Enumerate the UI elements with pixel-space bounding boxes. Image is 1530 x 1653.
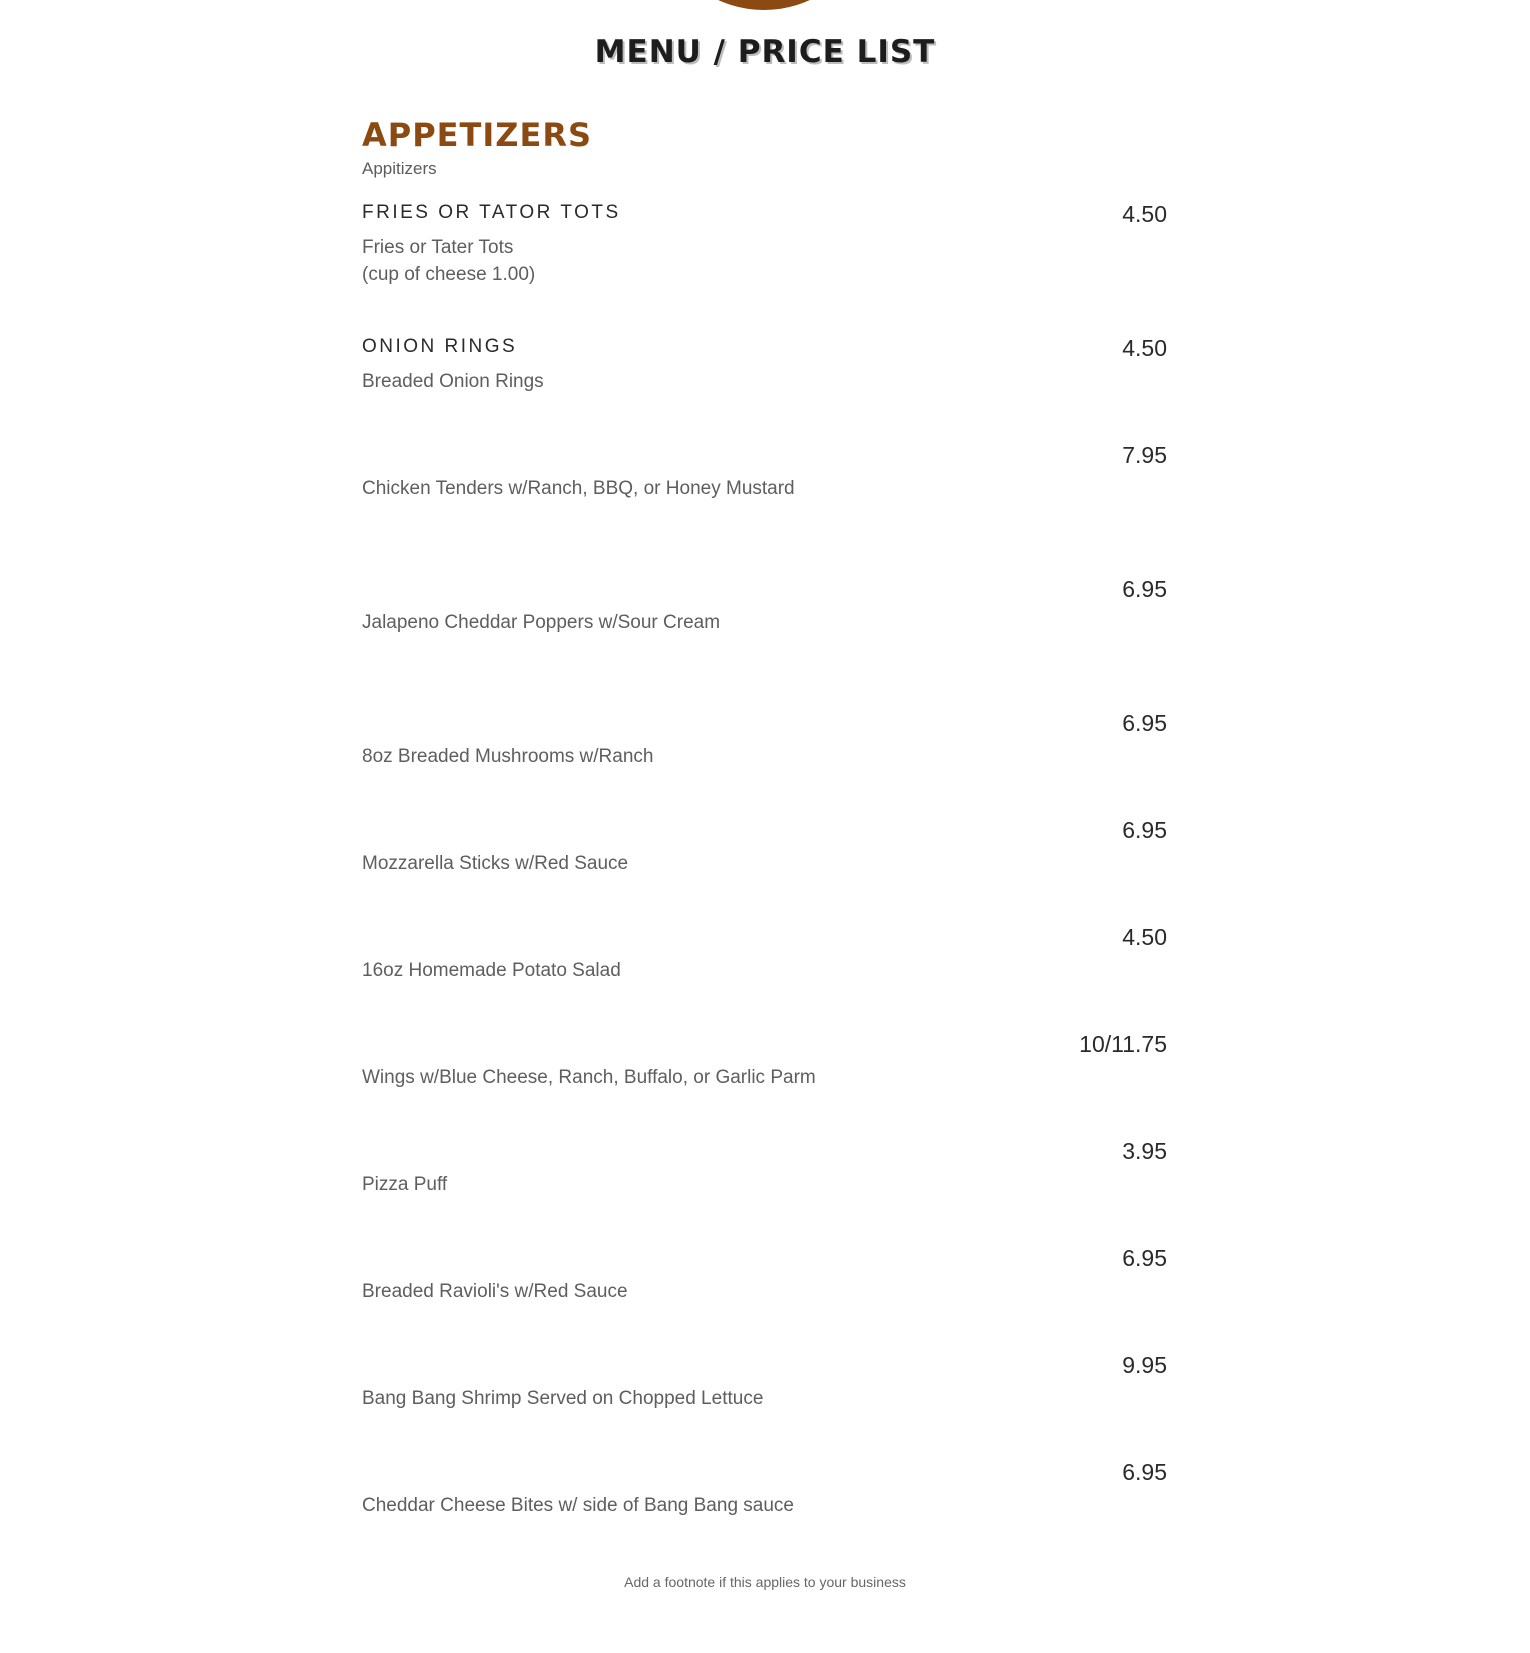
- logo: [678, 0, 850, 10]
- menu-item-price: 4.50: [1122, 201, 1167, 227]
- menu-item-price: 6.95: [1122, 817, 1167, 843]
- menu-item-price: 4.50: [1122, 924, 1167, 950]
- menu-item-description: 8oz Breaded Mushrooms w/Ranch: [362, 746, 654, 767]
- menu-item: [362, 335, 1167, 395]
- menu-item: [362, 1245, 1167, 1305]
- menu-item: [362, 201, 1167, 288]
- menu-item-name: ONION RINGS: [362, 336, 518, 357]
- menu-item-description: Cheddar Cheese Bites w/ side of Bang Bang sauce: [362, 1495, 794, 1516]
- menu-item-description: Bang Bang Shrimp Served on Chopped Lettuce: [362, 1388, 764, 1409]
- menu-item-description: Breaded Onion Rings: [362, 371, 544, 392]
- menu-item-price: 6.95: [1122, 1245, 1167, 1271]
- menu-item: [362, 817, 1167, 877]
- section-subtitle: Appitizers: [362, 159, 437, 178]
- menu-item-name: [362, 1031, 1167, 1055]
- menu-item-name: [362, 1245, 1167, 1269]
- menu-item-price: 10/11.75: [1079, 1031, 1167, 1057]
- menu-item-price: 6.95: [1122, 710, 1167, 736]
- menu-item-description: Breaded Ravioli's w/Red Sauce: [362, 1281, 628, 1302]
- menu-item-name: [362, 817, 1167, 841]
- menu-item-name: [362, 1352, 1167, 1376]
- menu-item-name: [362, 442, 1167, 466]
- page-title: MENU / PRICE LIST: [594, 34, 936, 70]
- menu-item: [362, 442, 1167, 502]
- menu-item-price: 4.50: [1122, 335, 1167, 361]
- footnote: Add a footnote if this applies to your business: [624, 1574, 906, 1590]
- menu-item-description: Mozzarella Sticks w/Red Sauce: [362, 853, 629, 874]
- menu-item: [362, 576, 1167, 636]
- menu-item-name: [362, 710, 1167, 734]
- menu-item: [362, 1352, 1167, 1412]
- menu-item-name: [362, 924, 1167, 948]
- menu-item-description: 16oz Homemade Potato Salad: [362, 960, 621, 981]
- section-title: APPETIZERS: [362, 116, 593, 154]
- menu-item-description: Jalapeno Cheddar Poppers w/Sour Cream: [362, 612, 721, 633]
- menu-item-name: [362, 576, 1167, 600]
- menu-item-description: Wings w/Blue Cheese, Ranch, Buffalo, or Garlic Parm: [362, 1067, 816, 1088]
- menu-item-price: 6.95: [1122, 1459, 1167, 1485]
- menu-item-name: FRIES OR TATOR TOTS: [362, 202, 621, 223]
- menu-item-name: [362, 1138, 1167, 1162]
- menu-item-name: [362, 1459, 1167, 1483]
- menu-section: [362, 115, 1167, 1516]
- menu-item: [362, 1031, 1167, 1091]
- menu-item: [362, 924, 1167, 984]
- menu-item-price: 6.95: [1122, 576, 1167, 602]
- menu-item-price: 3.95: [1122, 1138, 1167, 1164]
- menu-item-price: 7.95: [1122, 442, 1167, 468]
- menu-item-description: Fries or Tater Tots (cup of cheese 1.00): [362, 237, 536, 285]
- menu-item: [362, 1459, 1167, 1519]
- menu-item: [362, 710, 1167, 770]
- menu-item-description: Pizza Puff: [362, 1174, 448, 1195]
- menu-item: [362, 1138, 1167, 1198]
- menu-item-price: 9.95: [1122, 1352, 1167, 1378]
- menu-item-description: Chicken Tenders w/Ranch, BBQ, or Honey Mustard: [362, 478, 795, 499]
